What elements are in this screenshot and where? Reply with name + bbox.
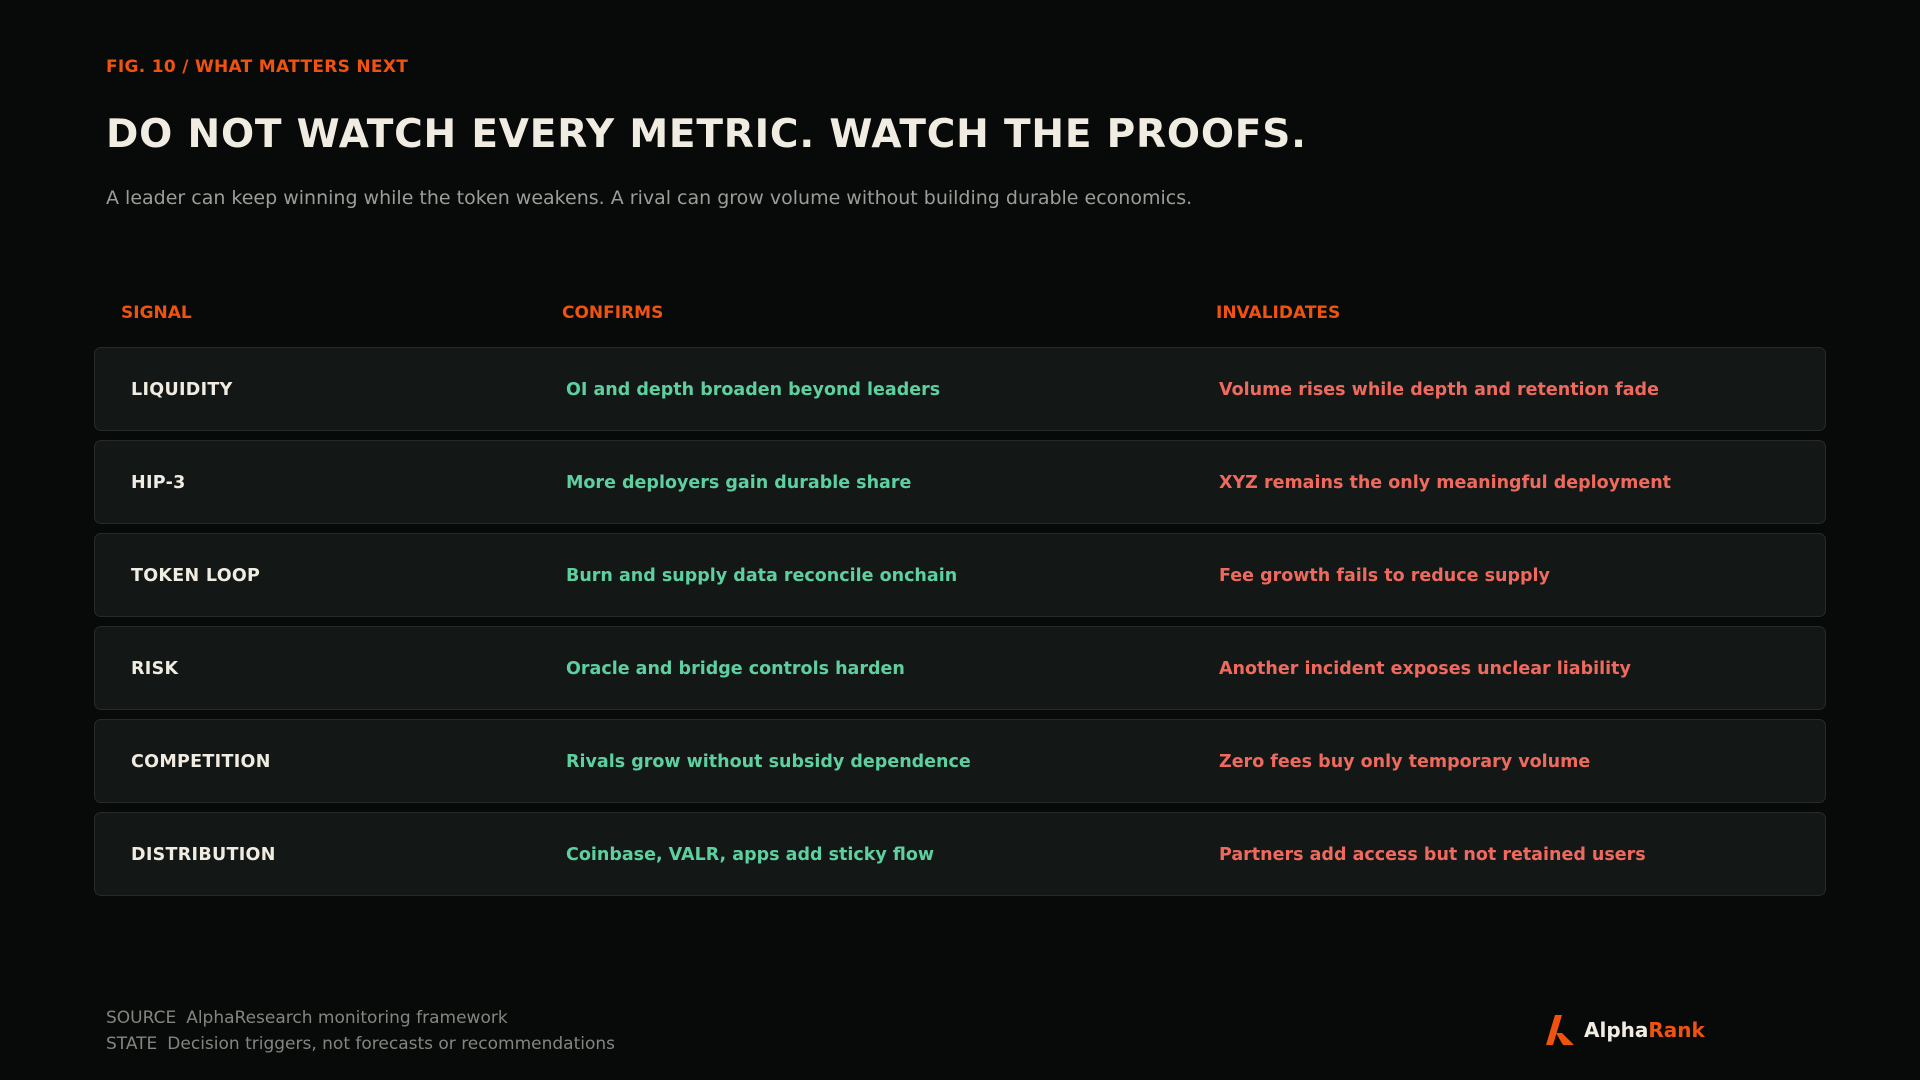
invalidates-cell: Fee growth fails to reduce supply	[1219, 566, 1550, 586]
table-row	[94, 440, 1826, 524]
page-subtitle: A leader can keep winning while the token weakens. A rival can grow volume without building durable economics.	[106, 187, 1193, 209]
column-header-confirms: CONFIRMS	[562, 303, 664, 323]
brand-name: AlphaRank	[1584, 1018, 1705, 1042]
signal-cell: COMPETITION	[131, 752, 271, 772]
confirms-cell: Oracle and bridge controls harden	[566, 659, 905, 679]
invalidates-cell: Zero fees buy only temporary volume	[1219, 752, 1591, 772]
signal-cell: HIP-3	[131, 473, 186, 493]
invalidates-cell: XYZ remains the only meaningful deployment	[1219, 473, 1672, 493]
figure-label: FIG. 10 / WHAT MATTERS NEXT	[106, 57, 409, 77]
state-text: Decision triggers, not forecasts or recommendations	[167, 1034, 615, 1054]
page-title: DO NOT WATCH EVERY METRIC. WATCH THE PROOFS.	[106, 112, 1307, 157]
alpharank-logo-icon	[1546, 1015, 1574, 1045]
footer-state	[106, 1034, 615, 1054]
invalidates-cell: Another incident exposes unclear liability	[1219, 659, 1631, 679]
signal-table	[94, 347, 1826, 905]
signal-cell: LIQUIDITY	[131, 380, 233, 400]
confirms-cell: OI and depth broaden beyond leaders	[566, 380, 941, 400]
confirms-cell: Burn and supply data reconcile onchain	[566, 566, 958, 586]
table-row	[94, 533, 1826, 617]
column-header-invalidates: INVALIDATES	[1216, 303, 1341, 323]
table-row	[94, 719, 1826, 803]
invalidates-cell: Volume rises while depth and retention fade	[1219, 380, 1659, 400]
footer-source	[106, 1008, 508, 1028]
table-row	[94, 626, 1826, 710]
invalidates-cell: Partners add access but not retained users	[1219, 845, 1646, 865]
table-row	[94, 812, 1826, 896]
column-header-signal: SIGNAL	[121, 303, 192, 323]
signal-cell: TOKEN LOOP	[131, 566, 261, 586]
confirms-cell: Rivals grow without subsidy dependence	[566, 752, 971, 772]
signal-cell: DISTRIBUTION	[131, 845, 276, 865]
source-text: AlphaResearch monitoring framework	[186, 1008, 508, 1028]
confirms-cell: More deployers gain durable share	[566, 473, 912, 493]
signal-cell: RISK	[131, 659, 179, 679]
source-label: SOURCE	[106, 1008, 177, 1028]
state-label: STATE	[106, 1034, 158, 1054]
brand-logo	[1546, 1014, 1705, 1046]
table-row	[94, 347, 1826, 431]
confirms-cell: Coinbase, VALR, apps add sticky flow	[566, 845, 935, 865]
